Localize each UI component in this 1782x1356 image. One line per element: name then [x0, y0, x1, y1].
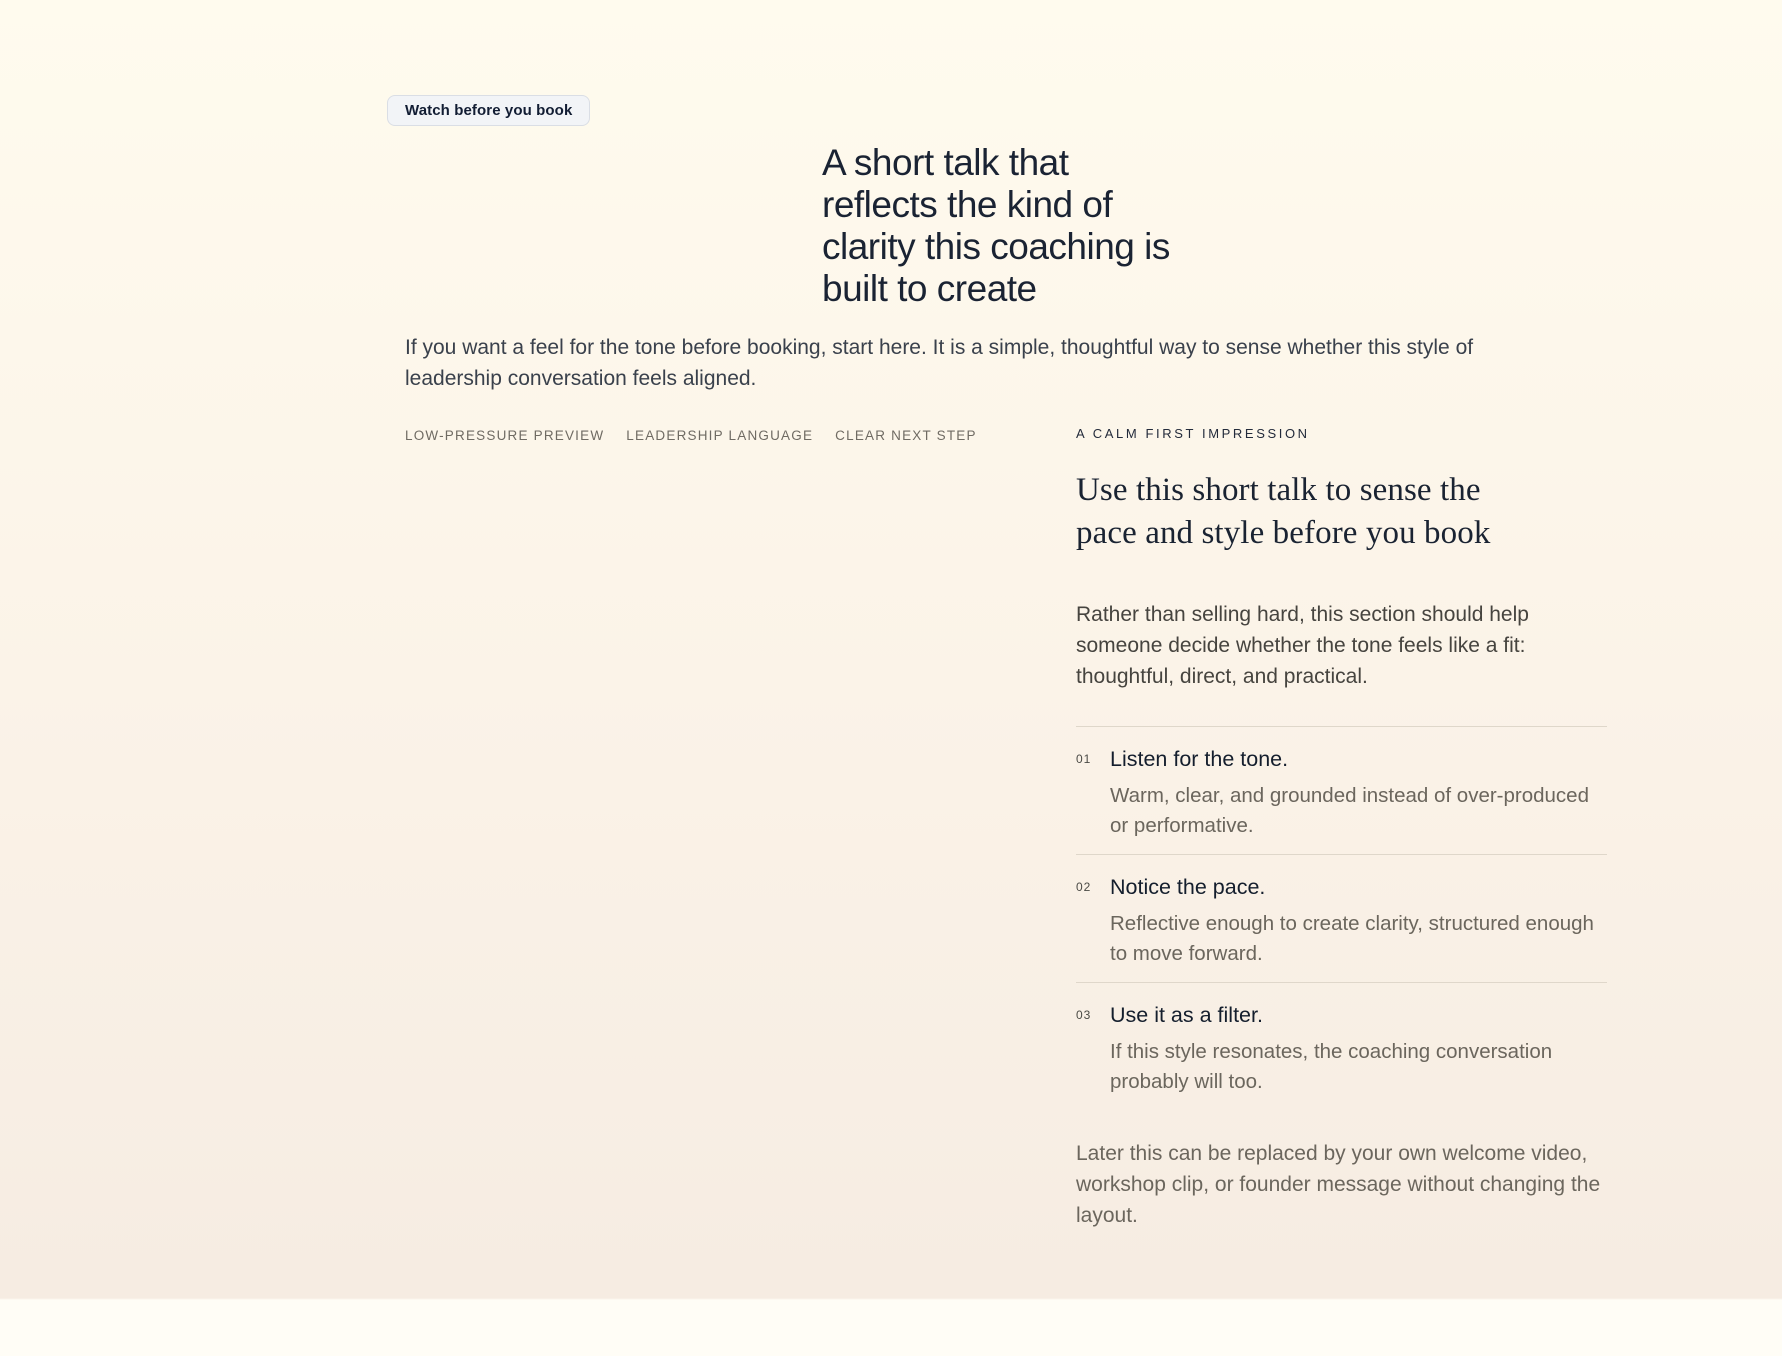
aside-title-line: Use this short talk to sense the: [1076, 472, 1481, 508]
step-title: Notice the pace.: [1110, 875, 1266, 899]
step-description: If this style resonates, the coaching conversation probably will too.: [1110, 1040, 1553, 1093]
watch-before-you-book-badge[interactable]: Watch before you book: [387, 95, 590, 126]
feature-tag-low-pressure-preview: LOW-PRESSURE PREVIEW: [405, 428, 605, 443]
step-number: 03: [1076, 1008, 1092, 1022]
step-content: [1110, 1003, 1607, 1097]
hero-title-line: reflects the kind of: [822, 184, 1113, 225]
step-item-notice-the-pace: [1076, 854, 1607, 982]
hero-title-line: built to create: [822, 268, 1037, 309]
calm-first-impression-panel: [1076, 426, 1607, 1231]
aside-title-line: pace and style before you book: [1076, 515, 1491, 551]
step-description: Warm, clear, and grounded instead of over-produced or performative.: [1110, 784, 1589, 837]
step-content: [1110, 875, 1607, 969]
hero-title-line: A short talk that: [822, 142, 1069, 183]
feature-tag-clear-next-step: CLEAR NEXT STEP: [835, 428, 977, 443]
hero-title: [822, 142, 1170, 310]
aside-outro: Later this can be replaced by your own welcome video, workshop clip, or founder message without changing the layout.: [1076, 1142, 1601, 1227]
step-list: [1076, 726, 1607, 1110]
aside-title: [1076, 469, 1607, 555]
feature-tag-leadership-language: LEADERSHIP LANGUAGE: [626, 428, 814, 443]
step-description: Reflective enough to create clarity, structured enough to move forward.: [1110, 912, 1594, 965]
step-number: 01: [1076, 752, 1092, 766]
feature-tags: [405, 428, 977, 443]
footer-strip: [0, 1300, 1782, 1356]
step-title: Listen for the tone.: [1110, 747, 1289, 771]
step-content: [1110, 747, 1607, 841]
aside-intro: Rather than selling hard, this section should help someone decide whether the tone feels like a fit: thoughtful, direct, and practical.: [1076, 603, 1529, 688]
step-title: Use it as a filter.: [1110, 1003, 1263, 1027]
step-number: 02: [1076, 880, 1092, 894]
section-eyebrow: A CALM FIRST IMPRESSION: [1076, 426, 1310, 441]
step-item-listen-for-the-tone: [1076, 726, 1607, 854]
hero-title-line: clarity this coaching is: [822, 226, 1170, 267]
hero-description: If you want a feel for the tone before booking, start here. It is a simple, thoughtful way to sense whether this style of leadership conversation feels aligned.: [405, 336, 1474, 390]
step-item-use-it-as-a-filter: [1076, 982, 1607, 1110]
